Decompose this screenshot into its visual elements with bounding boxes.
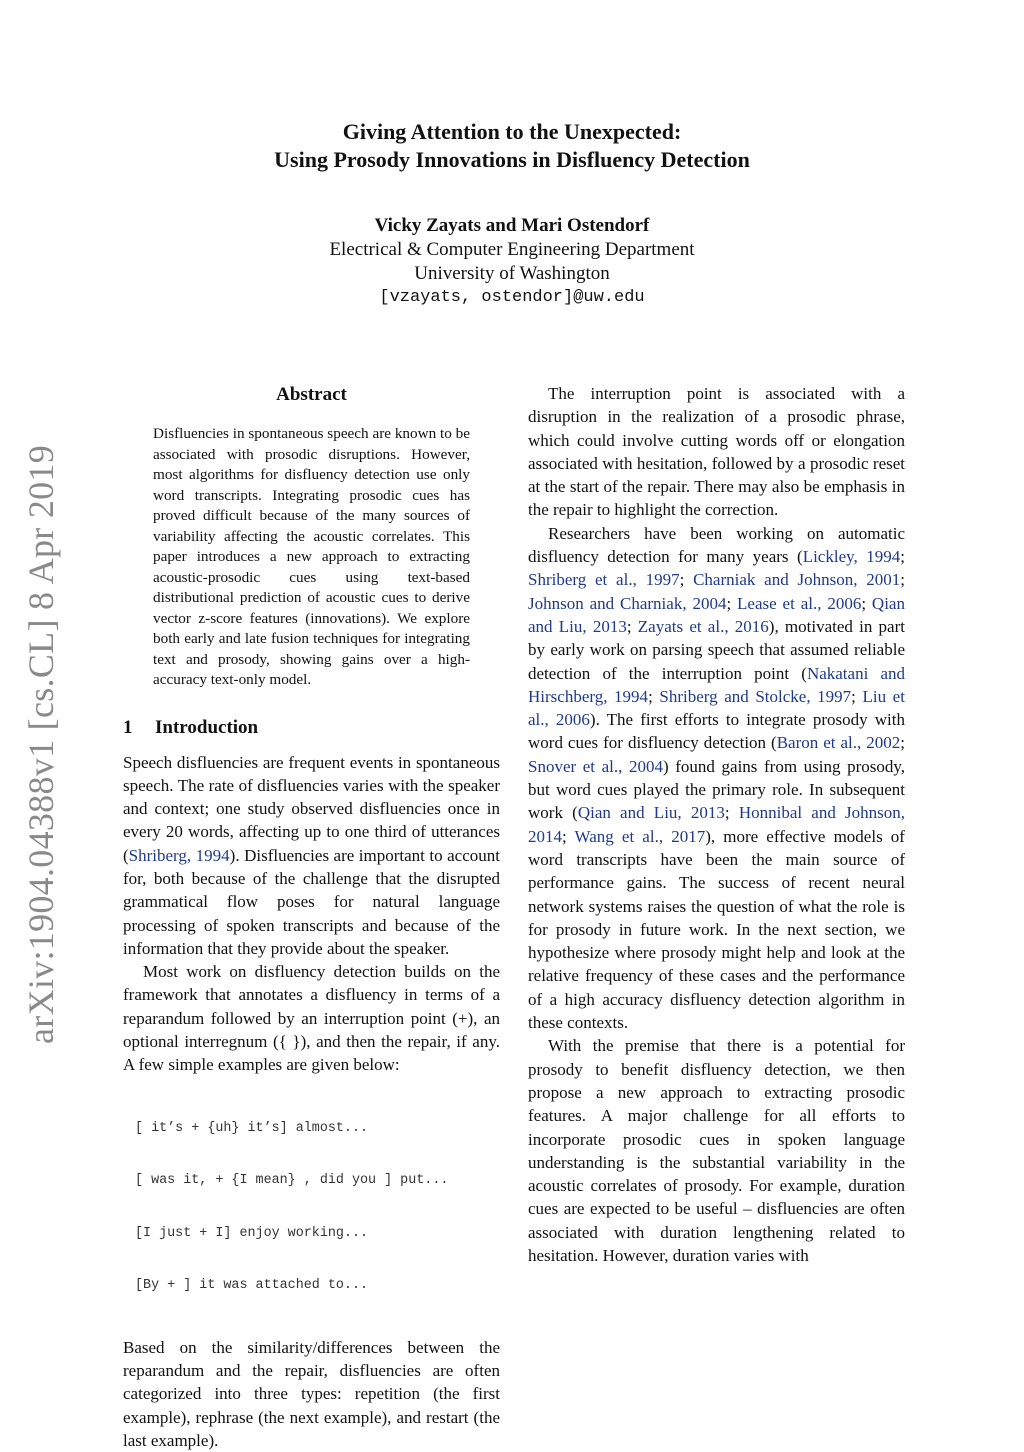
- example-line: [I just + I] enjoy working...: [135, 1225, 369, 1241]
- author-department: Electrical & Computer Engineering Department: [329, 239, 695, 260]
- example-line: [ was it, + {I mean} , did you ] put...: [135, 1173, 449, 1189]
- author-block: [0, 214, 1024, 310]
- right-paragraph-3: With the premise that there is a potential for prosody to benefit disfluency detection, we then propose a new approach to extracting prosodic features. A major challenge for all efforts to incorporate prosodic cues in spoken language understanding is the substantial variability in the acoustic correlates of prosody. For example, duration cues are expected to be useful – disfluencies are often associated with duration lengthening related to hesitation. However, duration varies with: [528, 1036, 905, 1265]
- abstract-text: Disfluencies in spontaneous speech are known to be associated with prosodic disruptions. However, most algorithms for disfluency detection use only word transcripts. Integrating prosodic cues has proved difficult because of the many sources of variability affecting the acoustic correlates. This paper introduces a new approach to extracting acoustic-prosodic cues using text-based distributional prediction of acoustic cues to derive vector z-score features (innovations). We explore both early and late fusion techniques for integrating text and prosody, showing gains over a high-accuracy text-only model.: [153, 425, 470, 688]
- citation-link[interactable]: Shriberg and Stolcke, 1997: [659, 686, 852, 706]
- intro-paragraph-3: Based on the similarity/differences between the reparandum and the repair, disfluencies are often categorized into three types: repetition (the first example), rephrase (the next example), and restart (the last example).: [123, 1337, 500, 1450]
- citation-link[interactable]: Snover et al., 2004: [528, 756, 663, 776]
- citation-link[interactable]: Honnibal and Johnson, 2014: [528, 803, 906, 846]
- arxiv-identifier-stamp: arXiv:1904.04388v1 [cs.CL] 8 Apr 2019: [21, 444, 61, 1044]
- section-number: 1: [123, 716, 133, 738]
- example-line: [ it’s + {uh} it’s] almost...: [135, 1120, 369, 1136]
- title-line-2: Using Prosody Innovations in Disfluency Detection: [274, 147, 750, 172]
- right-column: [528, 382, 905, 1267]
- citation-link[interactable]: Lease et al., 2006: [737, 593, 862, 613]
- section-title: Introduction: [155, 716, 259, 738]
- citation-link[interactable]: Shriberg et al., 1997: [528, 570, 680, 590]
- citation-link[interactable]: Wang et al., 2017: [574, 826, 706, 846]
- title-line-1: Giving Attention to the Unexpected:: [342, 119, 682, 144]
- intro-paragraph-1: Speech disfluencies are frequent events in spontaneous speech. The rate of disfluencies varies with the speaker and context; one study observed disfluencies once in every 20 words, affecting up to one third of utterances (Shriberg, 1994). Disfluencies are important to account for, both because of the challenge that the disrupted grammatical flow poses for natural language processing of spoken transcripts and because of the information that they provide about the speaker.: [123, 752, 500, 958]
- paper-title: [0, 118, 1024, 174]
- citation-link[interactable]: Baron et al., 2002: [776, 733, 901, 753]
- citation-link[interactable]: Zayats et al., 2016: [637, 616, 769, 636]
- citation-link[interactable]: Qian and Liu, 2013: [528, 593, 905, 636]
- citation-link[interactable]: Nakatani and Hirschberg, 1994: [528, 663, 906, 706]
- abstract-heading: Abstract: [276, 384, 347, 405]
- author-university: University of Washington: [414, 263, 610, 284]
- intro-paragraph-2: Most work on disfluency detection builds on the framework that annotates a disfluency in terms of a reparandum followed by an interruption point (+), an optional interregnum ({ }), and then the repair, if any. A few simple examples are given below:: [123, 962, 500, 1075]
- left-column: [123, 382, 500, 1452]
- author-email: [vzayats, ostendor]@uw.edu: [379, 288, 645, 307]
- section-heading-introduction: [123, 715, 500, 741]
- citation-link[interactable]: Shriberg, 1994: [128, 845, 230, 865]
- citation-link[interactable]: Qian and Liu, 2013: [577, 803, 725, 823]
- example-line: [By + ] it was attached to...: [135, 1278, 369, 1294]
- citation-link[interactable]: Lickley, 1994: [802, 547, 901, 567]
- disfluency-examples: [135, 1085, 500, 1330]
- citation-link[interactable]: Charniak and Johnson, 2001: [693, 570, 901, 590]
- citation-link[interactable]: Johnson and Charniak, 2004: [528, 593, 727, 613]
- author-names: Vicky Zayats and Mari Ostendorf: [374, 215, 650, 236]
- citation-link[interactable]: Liu et al., 2006: [528, 686, 905, 730]
- right-paragraph-2: Researchers have been working on automatic disfluency detection for many years (Lickley, 1994; Shriberg et al., 1997; Charniak and Johnson, 2001; Johnson and Charniak, 2004; Lease et al., 2006; Qian and Liu, 2013; Zayats et al., 2016), motivated in part by early work on parsing speech that assumed reliable detection of the interruption point (Nakatani and Hirschberg, 1994; Shriberg and Stolcke, 1997; Liu et al., 2006). The first efforts to integrate prosody with word cues for disfluency detection (Baron et al., 2002; Snover et al., 2004) found gains from using prosody, but word cues played the primary role. In subsequent work (Qian and Liu, 2013; Honnibal and Johnson, 2014; Wang et al., 2017), more effective models of word transcripts have been the main source of performance gains. The success of recent neural network systems raises the question of what the role is for prosody in future work. In the next section, we hypothesize where prosody might help and look at the relative frequency of these cases and the performance of a high accuracy disfluency detection algorithm in these contexts.: [528, 523, 906, 1033]
- right-paragraph-1: The interruption point is associated with a disruption in the realization of a prosodic phrase, which could involve cutting words off or elongation associated with hesitation, followed by a prosodic reset at the start of the repair. There may also be emphasis in the repair to highlight the correction.: [528, 384, 905, 520]
